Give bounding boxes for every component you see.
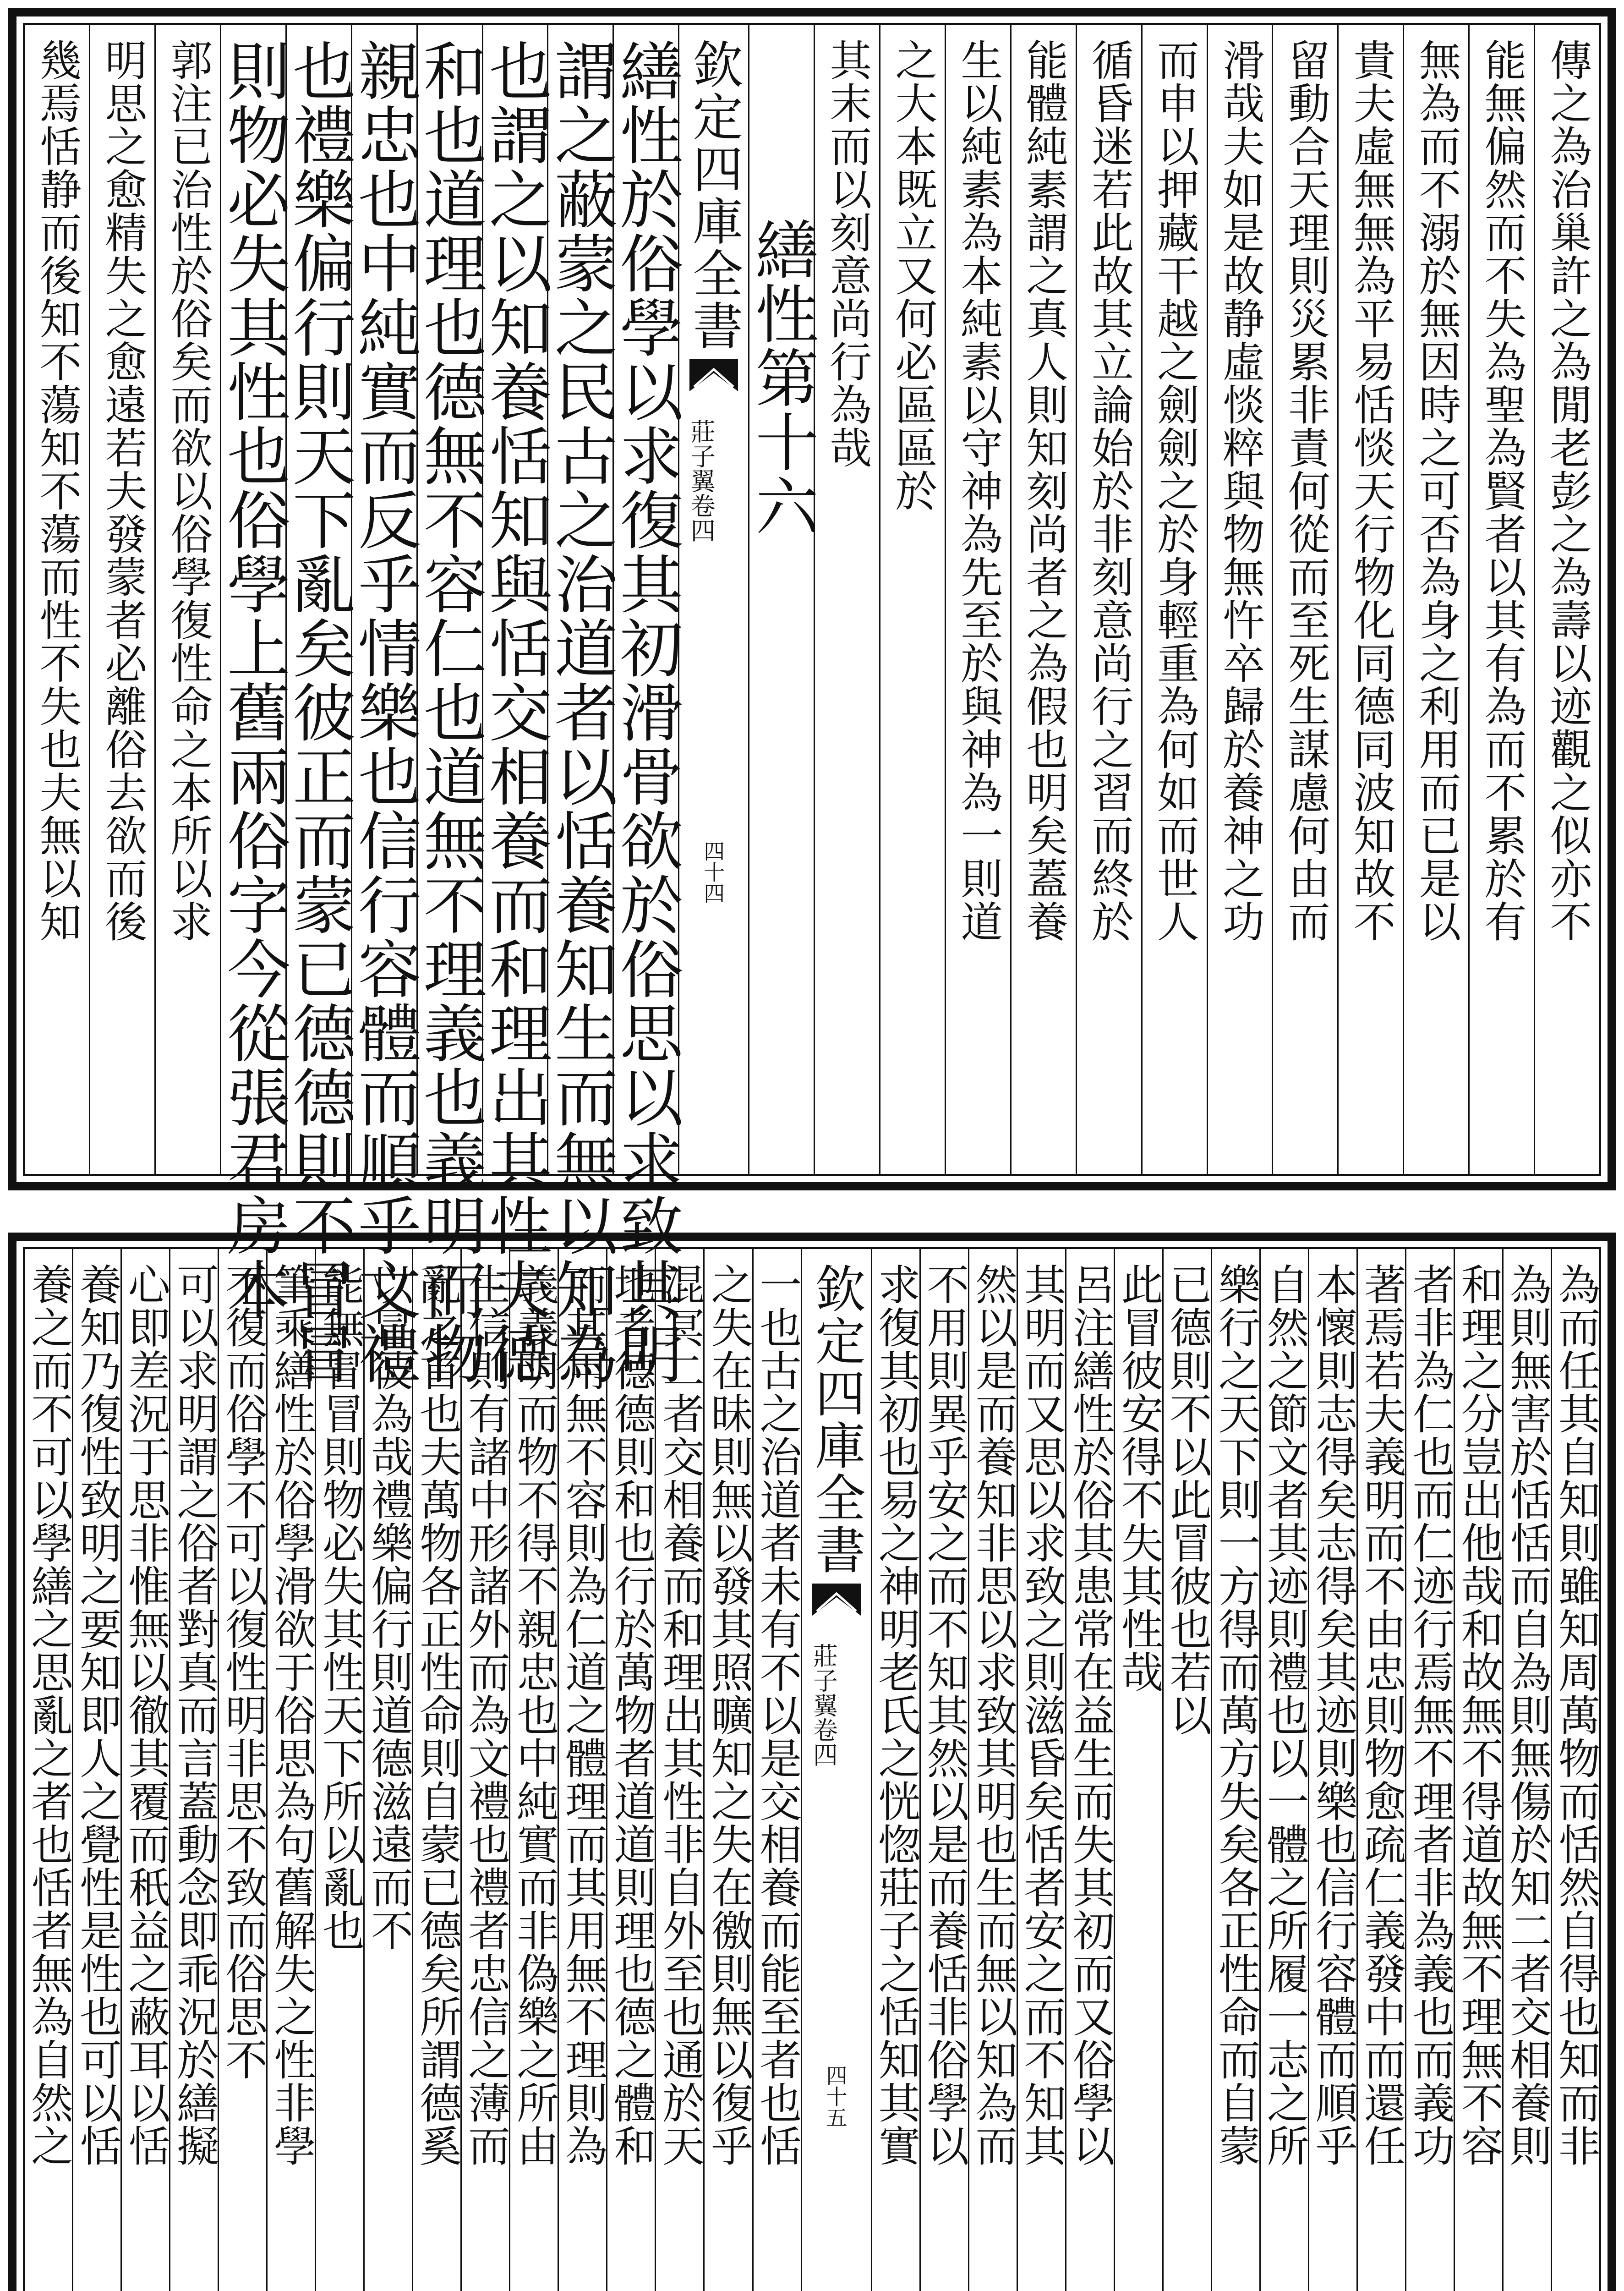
- top-page-left-column-9: [25, 25, 89, 1174]
- bottom-page-left-column-14: [72, 1249, 120, 2291]
- bottom-page-left-column-text: 筆乘繕性於俗學滑欲于俗思為句舊解失之性非學: [267, 1263, 316, 2167]
- top-page-inner-frame: [23, 23, 1601, 1386]
- bottom-page-right-column-5: [1308, 1249, 1356, 2291]
- book-title: 欽定四庫全書: [807, 1263, 866, 1576]
- bottom-page-right-column-7: [1211, 1249, 1259, 2291]
- top-page-right-column-4: [1272, 25, 1337, 1174]
- book-subtitle: 莊子翼: [687, 419, 716, 493]
- bottom-page-right-column-9: [1114, 1249, 1162, 2291]
- top-page-right-column-5: [1207, 25, 1272, 1174]
- bottom-page-left-column-4: [558, 1249, 606, 2291]
- top-page-left-column-text: 也禮樂偏行則天下亂矣彼正而蒙已德德則不冒冒: [282, 38, 356, 1386]
- top-page-left-column-2: [478, 25, 552, 1386]
- top-page-left-column-8: [89, 25, 154, 1174]
- bottom-page-right-column-text: 其明而又思以求致之則滋昏矣恬者安之而不知其: [1017, 1263, 1066, 2167]
- bottom-page-right-column-12: [968, 1249, 1017, 2291]
- top-page-left-column-text: 親忠也中純實而反乎情樂也信行容體而順乎文禮: [347, 38, 421, 1386]
- bottom-page-left-column-text: 能無冒冒則物必失其性天下所以亂也: [316, 1263, 365, 1952]
- top-page-right-column-text: 貴夫虛無無為平易恬惔天行物化同德同波知故不: [1346, 38, 1396, 943]
- fishtail-shape: [689, 359, 738, 391]
- bottom-page-left-column-7: [412, 1249, 460, 2291]
- bottom-page-frame: [8, 1233, 1616, 2291]
- top-page-left-column-text: 幾焉恬静而後知不蕩知不蕩而性不失也夫無以知: [33, 38, 82, 943]
- bottom-page-left-column-0: [752, 1249, 801, 2291]
- top-page-left-column-text: 則物必失其性也俗學上舊兩俗字今從張君房本: [216, 38, 290, 1321]
- top-page-left-column-text: 明思之愈精失之愈遠若夫發蒙者必離俗去欲而後: [98, 38, 148, 943]
- bottom-page-left-column-13: [120, 1249, 169, 2291]
- bottom-page-left-column-text: 之失在昧則無以發其照曠知之失在徼則無以復乎: [704, 1263, 754, 2167]
- top-page-right-column-11: [814, 25, 879, 1174]
- top-page-right-column-text: 生以純素為本純素以守神為先至於與神為一則道: [954, 38, 1003, 943]
- top-page-right-column-text: 留動合天理則災累非責何從而至死生謀慮何由而: [1281, 38, 1330, 943]
- top-page-left-column-7: [154, 25, 220, 1174]
- bottom-page-left-column-6: [460, 1249, 509, 2291]
- bottom-page-left-column-text: 而其用無不容則為仁道之體理而其用無不理則為: [558, 1263, 608, 2167]
- bottom-page-right-column-text: 和理之分豈出他哉和故無不得道故無不理無不容: [1454, 1263, 1504, 2167]
- bottom-page-right-column-text: 為而任其自知則雖知周萬物而恬然自得也知而非: [1551, 1263, 1601, 2167]
- top-page-right-column-text: 其末而以刻意尚行為哉: [823, 38, 872, 469]
- bottom-page-left-column-text: 生信則有諸中形諸外而為文禮也禮者忠信之薄而: [461, 1263, 511, 2167]
- bottom-page-right-column-text: 樂行之天下則一方得而萬方失矣各正性命而自蒙: [1211, 1263, 1261, 2167]
- bottom-page-right-column-text: 此冒彼安得不失其性哉: [1114, 1263, 1164, 1694]
- bottom-page-right-column-text: 呂注繕性於俗其患常在益生而失其初而又俗學以: [1066, 1263, 1115, 2167]
- top-page-right-column-text: 而申以押藏干越之劍劍之於身輕重為何如而世人: [1150, 38, 1199, 943]
- bottom-page-right-column-text: 然以是而養知非思以求致其明也生而無以知為而: [968, 1263, 1018, 2167]
- bottom-page-right-column-13: [919, 1249, 968, 2291]
- top-page-right-column-text: 滑哉夫如是故静虛惔粹與物無忤卒歸於養神之功: [1215, 38, 1265, 943]
- top-page-right-column-0: [1534, 25, 1599, 1174]
- bottom-page-left-column-text: 地者德德則和也行於萬物者道道則理也德之體和: [607, 1263, 656, 2167]
- bottom-page-left-column-15: [25, 1249, 72, 2291]
- bottom-page-left-column-text: 不復而俗學不可以復性明非思不致而俗思不: [218, 1263, 268, 2081]
- top-page-right-column-2: [1403, 25, 1468, 1174]
- top-page-right-column-1: [1468, 25, 1534, 1174]
- top-page-right-column-10: [879, 25, 945, 1174]
- bottom-page-right-column-1: [1502, 1249, 1551, 2291]
- bottom-page-left-column-10: [266, 1249, 315, 2291]
- bottom-page: [0, 1233, 1624, 2291]
- top-page-right-column-8: [1010, 25, 1076, 1174]
- volume-label: 卷四: [687, 493, 716, 543]
- bottom-page-left-column-9: [315, 1249, 363, 2291]
- fishtail-ornament-icon: [689, 359, 738, 391]
- chapter-heading: 繕性第十六: [745, 217, 819, 538]
- bottom-page-right-column-2: [1454, 1249, 1502, 2291]
- bottom-page-left-column-text: 義義明而物不得不親忠也中純實而非偽樂之所由: [510, 1263, 559, 2167]
- top-page-left-column-text: 也謂之以知養恬知與恬交相養而和理出其性夫德: [478, 38, 552, 1386]
- book-title: 欽定四庫全書: [684, 38, 744, 352]
- top-page-right-column-text: 循昏迷若此故其立論始於非刻意尚行之習而終於: [1085, 38, 1134, 943]
- folio-number: 四十四: [700, 840, 726, 904]
- bottom-page-right-column-text: 者非為仁也而仁迹行焉無不理者非為義也而義功: [1405, 1263, 1455, 2167]
- bottom-page-left-column-11: [218, 1249, 266, 2291]
- top-page-right-column-7: [1076, 25, 1141, 1174]
- top-page-right-column-text: 能無偏然而不失為聖為賢者以其有為而不累於有: [1477, 38, 1527, 943]
- top-page-left-column-1: [544, 25, 618, 1386]
- bottom-page-right-column-text: 著焉若夫義明而不由忠則物愈疏仁義發中而還任: [1357, 1263, 1406, 2167]
- chapter-heading-column: [745, 25, 819, 1174]
- bottom-page-left-column-text: 可以求明謂之俗者對真而言蓋動念即乖況於繕擬: [170, 1263, 219, 2167]
- top-page-left-column-4: [347, 25, 421, 1386]
- bottom-page-left-column-1: [703, 1249, 752, 2291]
- bottom-page-right-column-6: [1259, 1249, 1308, 2291]
- bottom-page-right-column-text: 求復其初也易之神明老氏之恍惚莊子之恬知其實: [871, 1263, 921, 2167]
- bottom-page-left-column-text: 心即差況于思非惟無以徹其覆而秖益之蔽耳以恬: [121, 1263, 170, 2167]
- bottom-page-center-margin: [801, 1249, 871, 2291]
- top-page-left-column-text: 繕性於俗學以求復其初滑骨欲於俗思以求致其明: [609, 38, 684, 1386]
- bottom-page-right-column-3: [1405, 1249, 1454, 2291]
- top-page-left-column-text: 和也道理也德無不容仁也道無不理義也義明而物: [413, 38, 487, 1386]
- bottom-page-left-column-8: [363, 1249, 412, 2291]
- fishtail-ornament-icon: [812, 1584, 861, 1616]
- fishtail-shape: [812, 1584, 861, 1616]
- bottom-page-right-column-text: 本懷則志得矣志得矣其迹則樂也信行容體而順乎: [1308, 1263, 1358, 2167]
- bottom-page-right-column-10: [1065, 1249, 1114, 2291]
- bottom-page-columns: [25, 1249, 1599, 2291]
- bottom-page-right-column-4: [1356, 1249, 1405, 2291]
- top-page-right-column-3: [1337, 25, 1403, 1174]
- top-page-columns: [25, 25, 1599, 1386]
- bottom-page-right-column-11: [1017, 1249, 1065, 2291]
- bottom-page-left-column-text: 養之而不可以學繕之思亂之者也恬者無為自然之: [24, 1263, 73, 2167]
- bottom-page-left-column-text: 混冥二者交相養而和理出其性非自外至也通於天: [656, 1263, 705, 2167]
- top-page-center-margin: [678, 25, 748, 1174]
- top-page-left-column-text: 郭注已治性於俗矣而欲以俗學復性命之本所以求: [164, 38, 213, 943]
- top-page-right-column-text: 傳之為治巢許之為閒老彭之為壽以迹觀之似亦不: [1543, 38, 1592, 943]
- bottom-page-left-column-5: [509, 1249, 558, 2291]
- book-subtitle-volume: [687, 419, 716, 543]
- bottom-page-left-column-12: [169, 1249, 218, 2291]
- bottom-page-right-column-text: 為則無害於恬恬而自為則無傷於知二者交相養則: [1503, 1263, 1552, 2167]
- bottom-page-left-column-text: 一也古之治道者未有不以是交相養而能至者也恬: [753, 1263, 802, 2167]
- bottom-page-right-column-text: 自然之節文者其迹則禮也以一體之所履一志之所: [1260, 1263, 1309, 2167]
- top-page-left-column-5: [282, 25, 356, 1386]
- bottom-page-left-column-3: [606, 1249, 655, 2291]
- top-page-frame: [8, 8, 1616, 1386]
- bottom-page-inner-frame: [23, 1247, 1601, 2291]
- bottom-page-right-column-14: [871, 1249, 919, 2291]
- top-page-right-column-6: [1141, 25, 1207, 1174]
- folio-number: 四十五: [823, 2065, 848, 2128]
- bottom-page-right-column-8: [1162, 1249, 1211, 2291]
- top-page-left-column-6: [216, 25, 290, 1321]
- volume-label: 卷四: [809, 1717, 838, 1767]
- top-page-right-column-9: [945, 25, 1010, 1174]
- book-subtitle: 莊子翼: [809, 1643, 838, 1717]
- top-page-left-column-3: [413, 25, 487, 1386]
- bottom-page-right-column-text: 不用則異乎安之而不知其然以是而養恬非俗學以: [920, 1263, 969, 2167]
- bottom-page-left-column-2: [655, 1249, 703, 2291]
- top-page-right-column-text: 無為而不溺於無因時之可否為身之利用而已是以: [1412, 38, 1461, 943]
- top-page-right-column-text: 能體純素謂之真人則知刻尚者之為假也明矣蓋養: [1019, 38, 1069, 943]
- bottom-page-left-column-text: 以冒彼為哉禮樂偏行則道德滋遠而不: [364, 1263, 414, 1952]
- bottom-page-left-column-text: 亂之首也夫萬物各正性命則自蒙已德矣所謂德奚: [413, 1263, 462, 2167]
- bottom-page-right-column-0: [1551, 1249, 1599, 2291]
- book-subtitle-volume: [811, 1643, 836, 1767]
- bottom-page-left-column-text: 養知乃復性致明之要知即人之覺性是性也可以恬: [72, 1263, 122, 2167]
- bottom-page-right-column-text: 已德則不以此冒彼也若以: [1163, 1263, 1212, 1737]
- top-page-left-column-0: [609, 25, 684, 1386]
- top-page-right-column-text: 之大本既立又何必區區於: [888, 38, 938, 512]
- top-page-left-column-text: 謂之蔽蒙之民古之治道者以恬養知生而無以知為: [544, 38, 618, 1386]
